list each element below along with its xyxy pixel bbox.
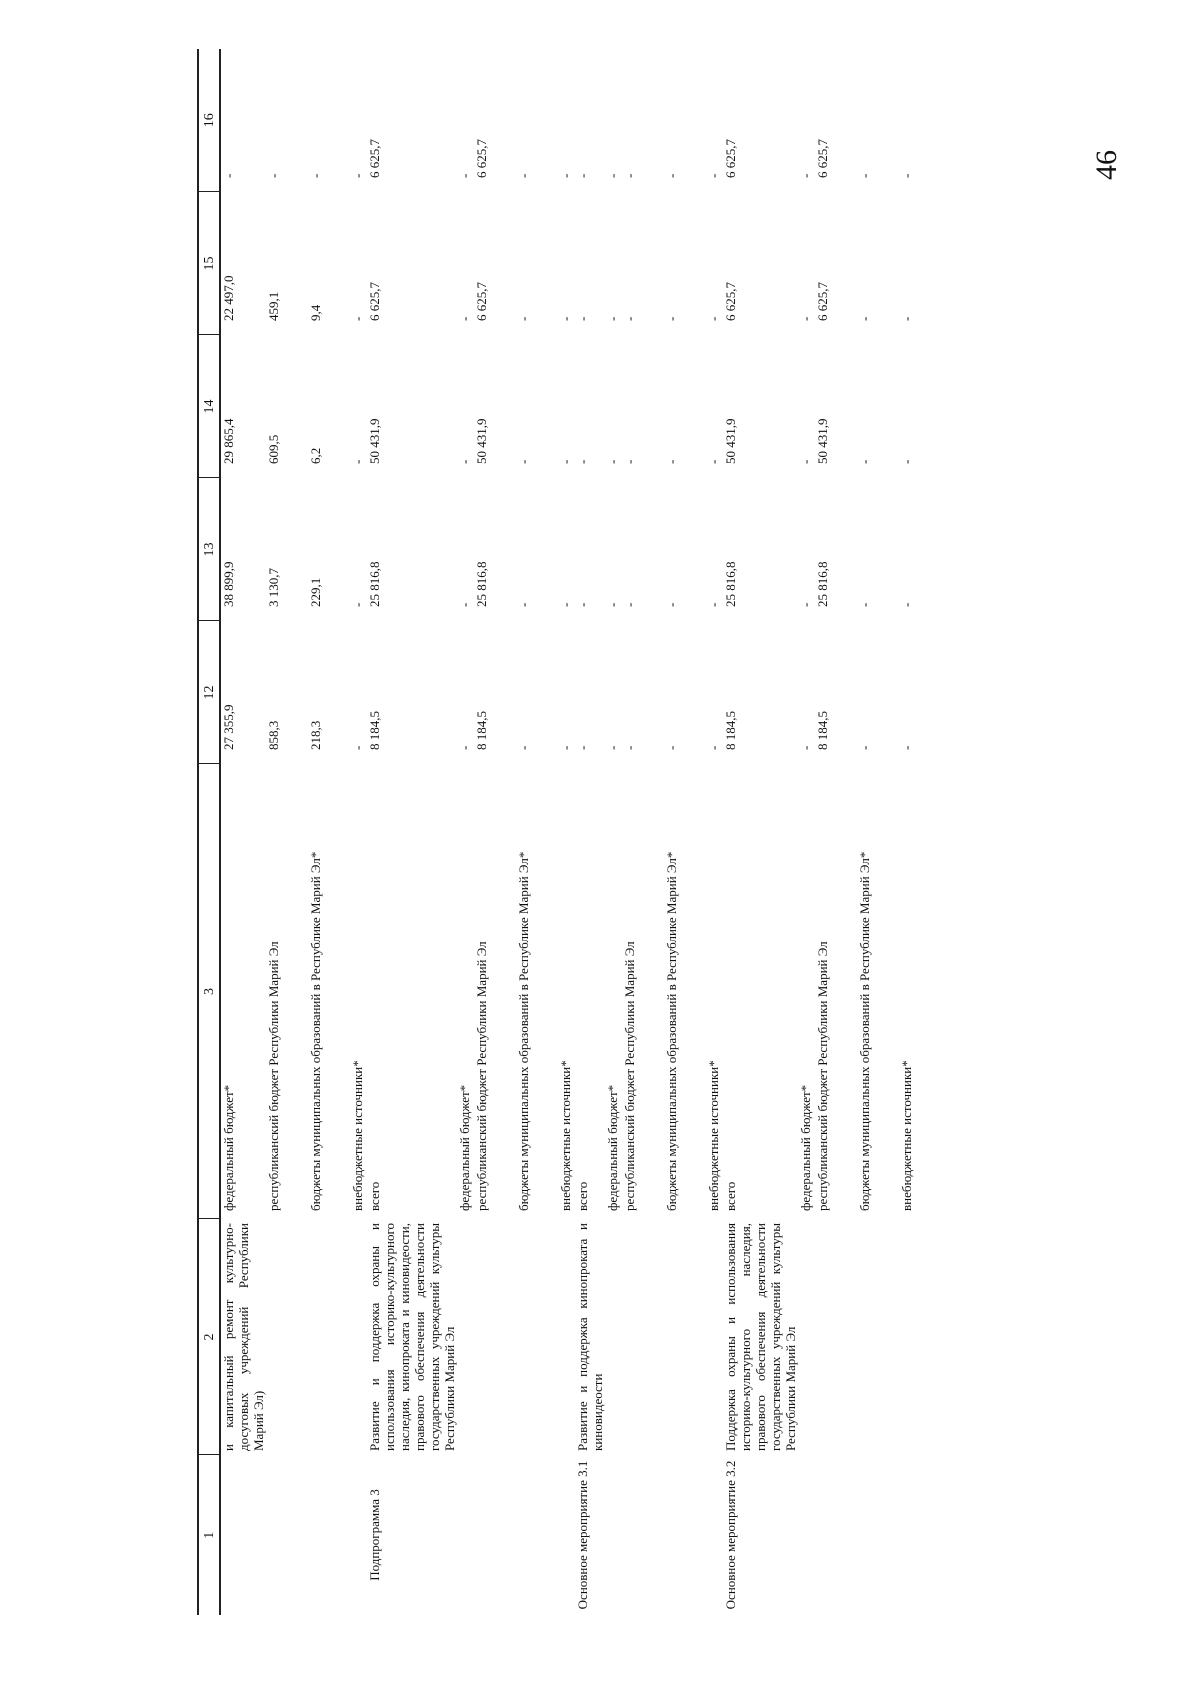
row-label-cell: Основное мероприятие 3.2: [723, 1460, 738, 1610]
column-number-row: [198, 49, 220, 1615]
value-cell-col12: 27 355,9: [221, 704, 236, 750]
row-name-cell: Поддержка охраны и использования историко-культурного наследия, правового обеспечения деятельности государственных учреждений культуры Республики Марий Эл: [723, 1223, 798, 1451]
row-label-cell: [798, 1455, 815, 1615]
value-cell-col13: 25 816,8: [723, 561, 738, 607]
row-name-cell: [857, 1219, 899, 1455]
value-cell-col12: -: [622, 745, 637, 750]
row-label-cell: [706, 1455, 723, 1615]
row-label-cell: Основное мероприятие 3.1: [575, 1460, 590, 1610]
value-cell-col15: 22 497,0: [221, 275, 236, 321]
value-cell-col13: -: [350, 602, 365, 607]
value-cell-col16: -: [664, 173, 679, 178]
value-cell-col14: -: [706, 459, 721, 464]
value-cell-col15: 459,1: [266, 291, 281, 321]
row-name-cell: [605, 1219, 622, 1455]
funding-source-cell: внебюджетные источники*: [350, 1060, 365, 1211]
value-cell-col13: 229,1: [308, 577, 323, 607]
funding-source-cell: федеральный бюджет*: [605, 1084, 620, 1211]
funding-source-cell: республиканский бюджет Республики Марий Эл: [815, 941, 830, 1211]
value-cell-col15: -: [706, 316, 721, 321]
value-cell-col14: -: [798, 459, 813, 464]
value-cell-col14: -: [350, 459, 365, 464]
value-cell-col16: -: [575, 173, 590, 178]
row-label-cell: [815, 1455, 857, 1615]
value-cell-col12: -: [575, 745, 590, 750]
value-cell-col16: -: [516, 173, 531, 178]
value-cell-col12: 8 184,5: [367, 711, 382, 750]
value-cell-col12: 218,3: [308, 720, 323, 750]
row-label-cell: [899, 1455, 916, 1615]
value-cell-col15: 6 625,7: [474, 282, 489, 321]
funding-source-cell: бюджеты муниципальных образований в Республике Марий Эл*: [308, 851, 323, 1211]
funding-source-cell: внебюджетные источники*: [706, 1060, 721, 1211]
funding-source-cell: внебюджетные источники*: [899, 1060, 914, 1211]
value-cell-col13: -: [575, 602, 590, 607]
column-header: 15: [198, 192, 220, 335]
value-cell-col15: 9,4: [308, 304, 323, 321]
table-row: [622, 49, 664, 1615]
value-cell-col16: -: [266, 173, 281, 178]
value-cell-col16: -: [857, 173, 872, 178]
value-cell-col13: 25 816,8: [815, 561, 830, 607]
table-row: [815, 49, 857, 1615]
table-row: [266, 49, 308, 1615]
value-cell-col16: -: [605, 173, 620, 178]
funding-source-cell: всего: [575, 1181, 590, 1211]
value-cell-col16: -: [457, 173, 472, 178]
value-cell-col16: 6 625,7: [815, 139, 830, 178]
value-cell-col14: 50 431,9: [367, 418, 382, 464]
row-name-cell: [474, 1219, 516, 1455]
funding-source-cell: республиканский бюджет Республики Марий Эл: [474, 941, 489, 1211]
value-cell-col13: 25 816,8: [474, 561, 489, 607]
value-cell-col12: -: [857, 745, 872, 750]
column-header: 13: [198, 478, 220, 621]
value-cell-col13: -: [664, 602, 679, 607]
row-label-cell: Подпрограмма 3: [367, 1489, 382, 1581]
value-cell-col15: -: [457, 316, 472, 321]
value-cell-col14: -: [899, 459, 914, 464]
value-cell-col14: -: [664, 459, 679, 464]
value-cell-col14: 29 865,4: [221, 418, 236, 464]
value-cell-col14: -: [575, 459, 590, 464]
row-name-cell: [622, 1219, 664, 1455]
value-cell-col12: 8 184,5: [474, 711, 489, 750]
value-cell-col16: -: [221, 173, 236, 178]
value-cell-col14: 50 431,9: [815, 418, 830, 464]
value-cell-col16: -: [308, 173, 323, 178]
table-row: [857, 49, 899, 1615]
table-row: [474, 49, 516, 1615]
value-cell-col13: -: [457, 602, 472, 607]
value-cell-col15: -: [575, 316, 590, 321]
value-cell-col12: -: [558, 745, 573, 750]
funding-source-cell: бюджеты муниципальных образований в Республике Марий Эл*: [516, 851, 531, 1211]
table-row: [558, 49, 575, 1615]
funding-source-cell: республиканский бюджет Республики Марий Эл: [622, 941, 637, 1211]
column-header: 16: [198, 49, 220, 192]
value-cell-col13: -: [706, 602, 721, 607]
value-cell-col14: 50 431,9: [474, 418, 489, 464]
funding-source-cell: всего: [367, 1181, 382, 1211]
value-cell-col13: -: [558, 602, 573, 607]
value-cell-col16: 6 625,7: [474, 139, 489, 178]
row-name-cell: и капитальный ремонт культурно-досуговых учреждений Республики Марий Эл): [221, 1223, 266, 1451]
value-cell-col15: -: [664, 316, 679, 321]
value-cell-col12: -: [516, 745, 531, 750]
value-cell-col12: 8 184,5: [815, 711, 830, 750]
table-body: [220, 49, 916, 1615]
value-cell-col15: 6 625,7: [723, 282, 738, 321]
row-name-cell: [350, 1219, 367, 1455]
value-cell-col13: -: [605, 602, 620, 607]
value-cell-col16: 6 625,7: [723, 139, 738, 178]
row-name-cell: [899, 1219, 916, 1455]
row-name-cell: [308, 1219, 350, 1455]
column-header: 3: [198, 764, 220, 1219]
row-label-cell: [220, 1455, 266, 1615]
column-header: 14: [198, 335, 220, 478]
value-cell-col15: -: [857, 316, 872, 321]
column-header: 2: [198, 1219, 220, 1455]
row-name-cell: [798, 1219, 815, 1455]
value-cell-col13: -: [899, 602, 914, 607]
value-cell-col16: -: [622, 173, 637, 178]
value-cell-col12: -: [605, 745, 620, 750]
row-name-cell: [558, 1219, 575, 1455]
row-name-cell: [706, 1219, 723, 1455]
value-cell-col12: 8 184,5: [723, 711, 738, 750]
value-cell-col16: -: [899, 173, 914, 178]
funding-source-cell: федеральный бюджет*: [798, 1084, 813, 1211]
row-label-cell: [308, 1455, 350, 1615]
value-cell-col15: -: [605, 316, 620, 321]
table-row: [706, 49, 723, 1615]
row-label-cell: [857, 1455, 899, 1615]
row-label-cell: [516, 1455, 558, 1615]
funding-source-cell: бюджеты муниципальных образований в Республике Марий Эл*: [664, 851, 679, 1211]
row-label-cell: [605, 1455, 622, 1615]
value-cell-col13: 38 899,9: [221, 561, 236, 607]
value-cell-col15: 6 625,7: [815, 282, 830, 321]
value-cell-col15: 6 625,7: [367, 282, 382, 321]
row-name-cell: [516, 1219, 558, 1455]
value-cell-col13: -: [798, 602, 813, 607]
row-name-cell: [266, 1219, 308, 1455]
row-label-cell: [558, 1455, 575, 1615]
row-name-cell: [664, 1219, 706, 1455]
value-cell-col13: -: [857, 602, 872, 607]
table-row: [308, 49, 350, 1615]
value-cell-col12: -: [664, 745, 679, 750]
table-row: [723, 49, 798, 1615]
value-cell-col12: -: [457, 745, 472, 750]
row-name-cell: Развитие и поддержка кинопроката и киновидеости: [575, 1223, 605, 1451]
value-cell-col15: -: [798, 316, 813, 321]
column-header: 12: [198, 621, 220, 764]
page-number: 46: [1090, 150, 1123, 180]
value-cell-col16: -: [558, 173, 573, 178]
value-cell-col12: -: [350, 745, 365, 750]
row-label-cell: [622, 1455, 664, 1615]
value-cell-col16: -: [798, 173, 813, 178]
row-label-cell: [457, 1455, 474, 1615]
value-cell-col14: 609,5: [266, 434, 281, 464]
value-cell-col14: -: [605, 459, 620, 464]
value-cell-col15: -: [899, 316, 914, 321]
funding-source-cell: всего: [723, 1181, 738, 1211]
value-cell-col14: 6,2: [308, 447, 323, 464]
value-cell-col14: -: [558, 459, 573, 464]
table-row: [899, 49, 916, 1615]
table-row: [220, 49, 266, 1615]
table-row: [664, 49, 706, 1615]
value-cell-col15: -: [558, 316, 573, 321]
value-cell-col14: -: [516, 459, 531, 464]
value-cell-col14: -: [857, 459, 872, 464]
value-cell-col14: 50 431,9: [723, 418, 738, 464]
value-cell-col13: 25 816,8: [367, 561, 382, 607]
row-label-cell: [474, 1455, 516, 1615]
value-cell-col16: -: [350, 173, 365, 178]
value-cell-col15: -: [350, 316, 365, 321]
table-row: [367, 49, 457, 1615]
table-row: [350, 49, 367, 1615]
value-cell-col14: -: [457, 459, 472, 464]
value-cell-col16: 6 625,7: [367, 139, 382, 178]
value-cell-col12: 858,3: [266, 720, 281, 750]
value-cell-col13: -: [622, 602, 637, 607]
value-cell-col12: -: [798, 745, 813, 750]
table-row: [457, 49, 474, 1615]
column-header: 1: [198, 1455, 220, 1615]
funding-source-cell: федеральный бюджет*: [221, 1084, 236, 1211]
row-name-cell: Развитие и поддержка охраны и использования историко-культурного наследия, кинопроката и киновидеости, правового обеспечения деятельности государственных учреждений культуры Республики Марий Эл: [367, 1223, 457, 1451]
row-name-cell: [815, 1219, 857, 1455]
row-label-cell: [350, 1455, 367, 1615]
row-label-cell: [664, 1455, 706, 1615]
value-cell-col12: -: [706, 745, 721, 750]
value-cell-col15: -: [516, 316, 531, 321]
funding-source-cell: республиканский бюджет Республики Марий Эл: [266, 941, 281, 1211]
value-cell-col12: -: [899, 745, 914, 750]
value-cell-col14: -: [622, 459, 637, 464]
table-row: [605, 49, 622, 1615]
funding-source-cell: бюджеты муниципальных образований в Республике Марий Эл*: [857, 851, 872, 1211]
table-row: [798, 49, 815, 1615]
table-row: [516, 49, 558, 1615]
value-cell-col13: -: [516, 602, 531, 607]
value-cell-col13: 3 130,7: [266, 568, 281, 607]
table-row: [575, 49, 605, 1615]
row-label-cell: [266, 1455, 308, 1615]
value-cell-col16: -: [706, 173, 721, 178]
row-name-cell: [457, 1219, 474, 1455]
funding-table: [197, 49, 916, 1615]
funding-source-cell: федеральный бюджет*: [457, 1084, 472, 1211]
funding-source-cell: внебюджетные источники*: [558, 1060, 573, 1211]
value-cell-col15: -: [622, 316, 637, 321]
